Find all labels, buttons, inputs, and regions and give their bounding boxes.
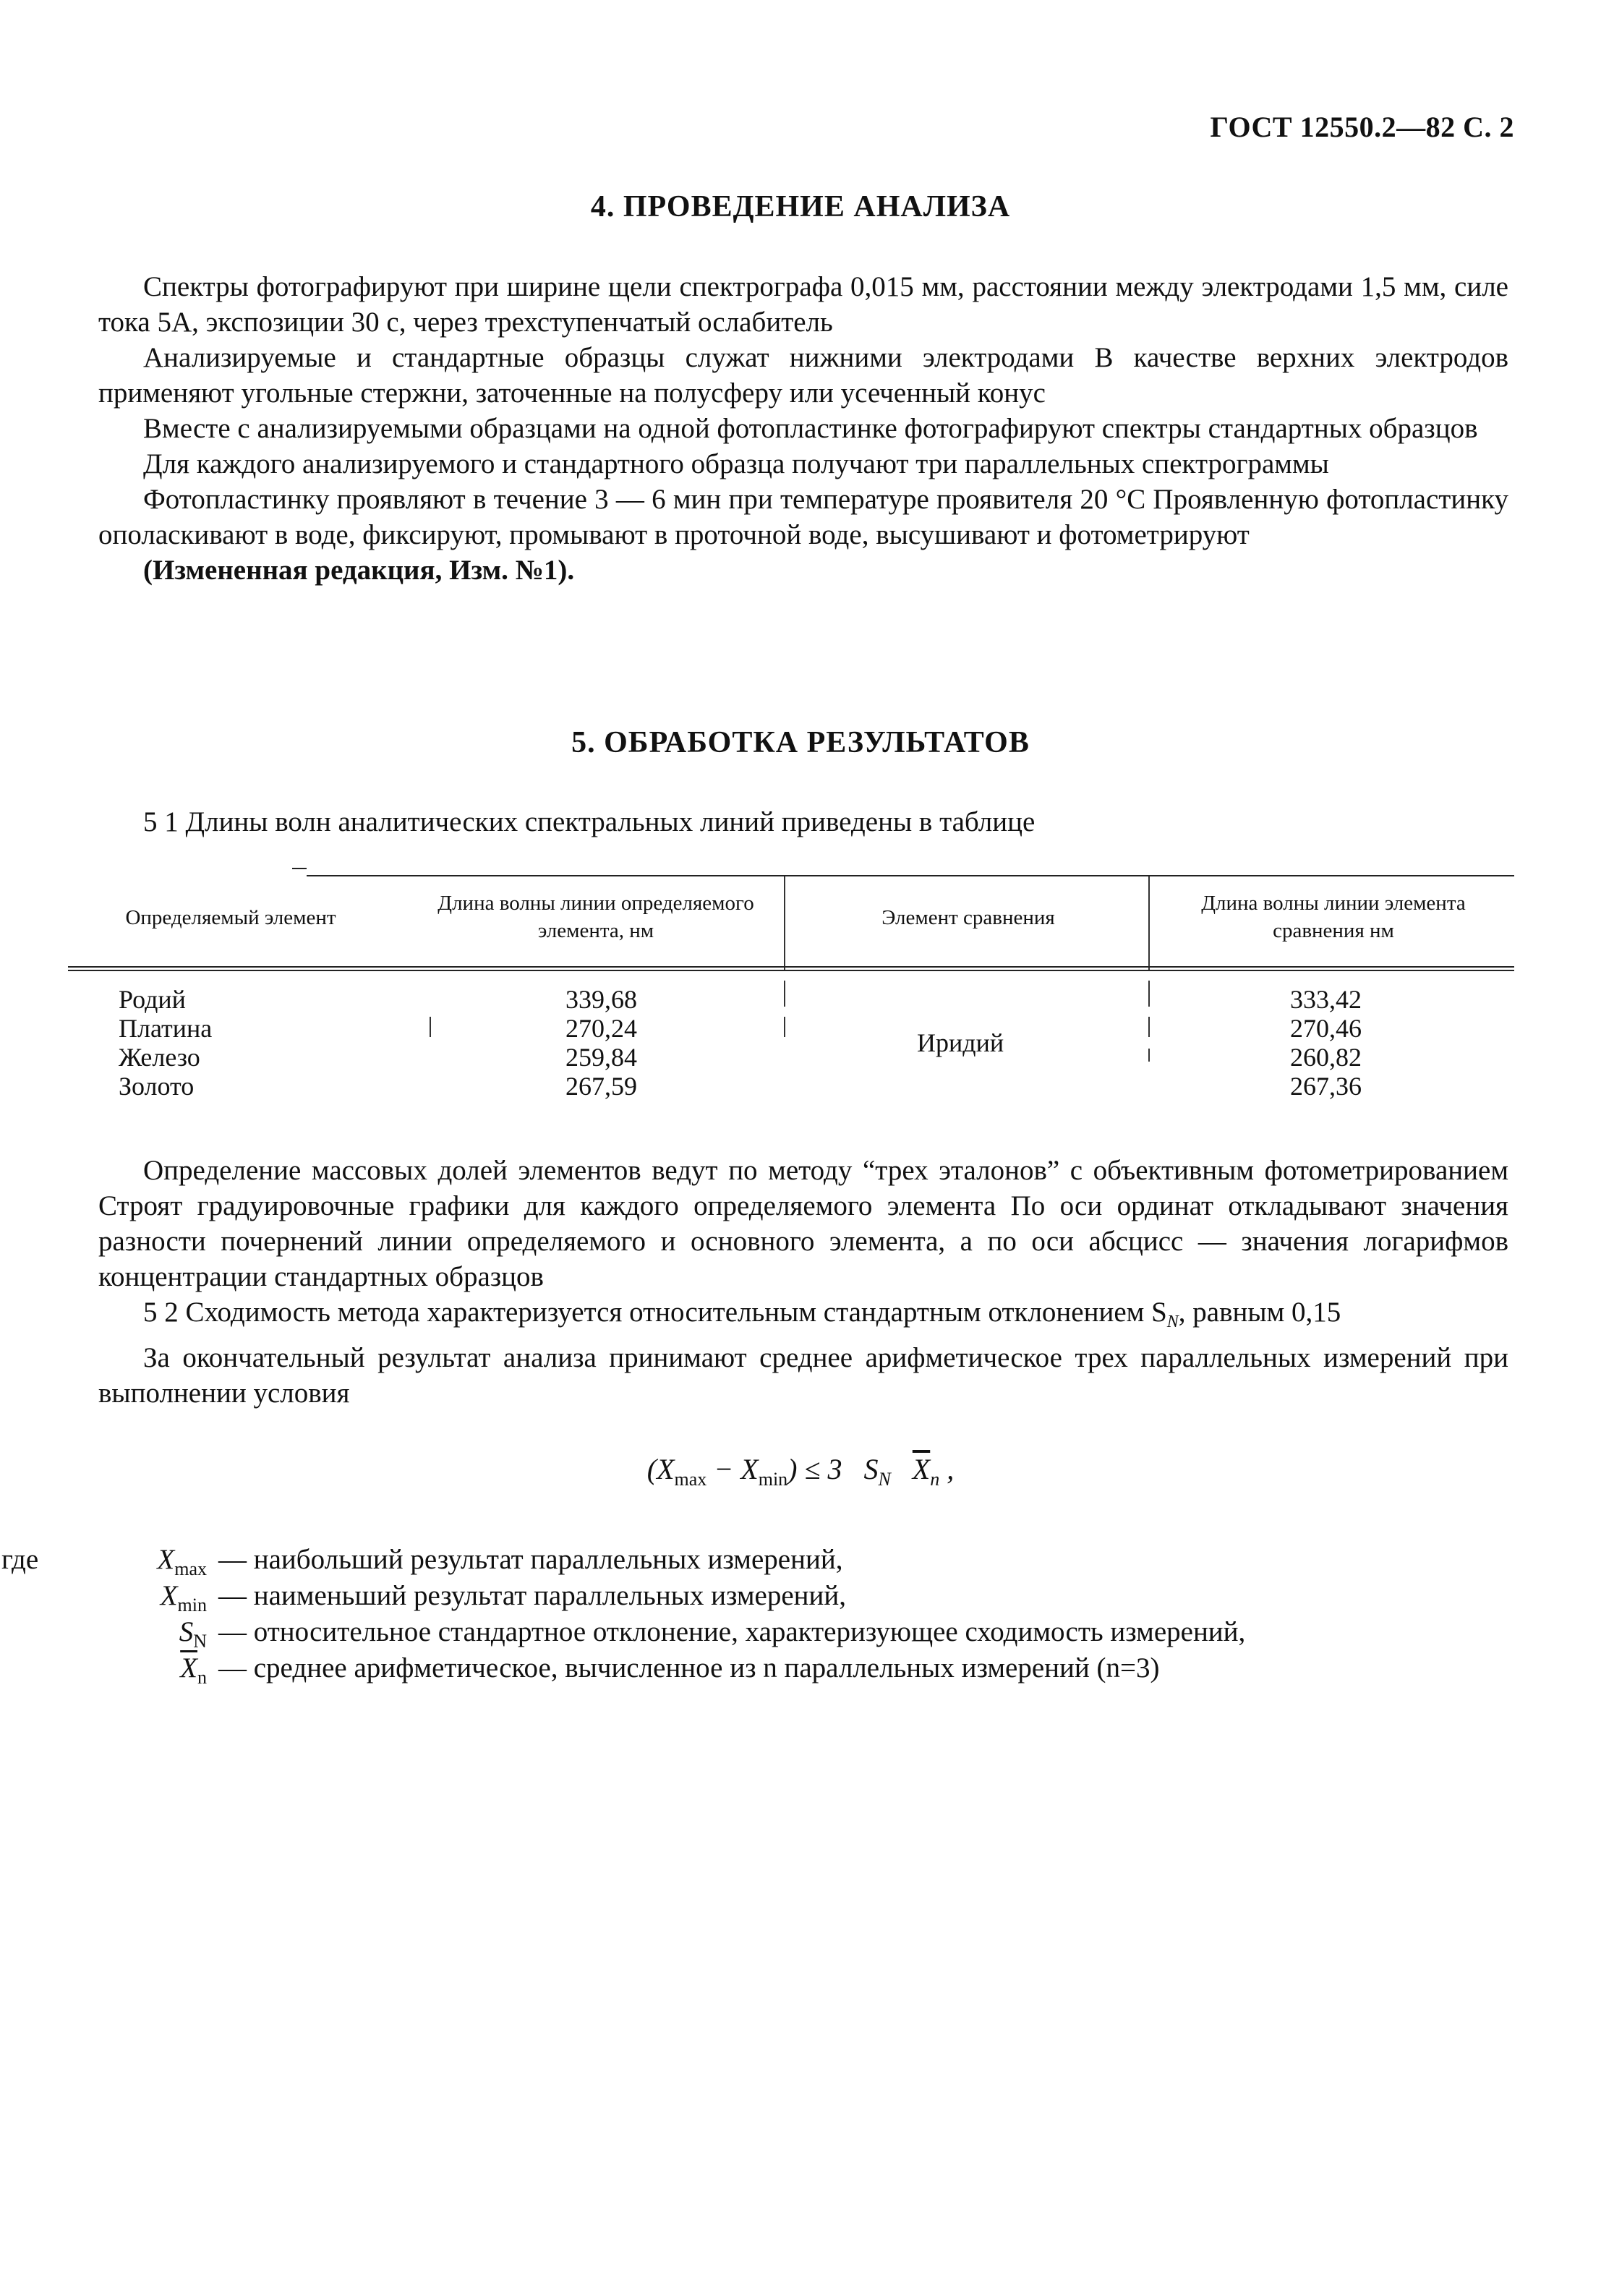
paragraph: Фотопластинку проявляют в течение 3 — 6 мин при температуре проявителя 20 °С Проявленную фотопластинку ополаскивают в воде, фиксируют, промывают в проточной воде, высушивают и фотометрируют: [98, 484, 1508, 550]
col-header-element: Определяемый элемент: [125, 906, 336, 929]
section-5-body: [98, 1153, 1508, 1411]
table-cell-wavelength: 259,84: [565, 1043, 637, 1072]
paragraph: За окончательный результат анализа принимают среднее арифметическое трех параллельных измерений при выполнении условия: [98, 1342, 1508, 1409]
definition-row: $\overline{X}_n$ — среднее арифметическое, вычисленное из n параллельных измерений (n=3): [180, 1652, 1160, 1688]
table-cell-ref-wavelength: 333,42: [1290, 985, 1362, 1014]
section-5-title: 5. ОБРАБОТКА РЕЗУЛЬТАТОВ: [571, 726, 1030, 759]
table-cell-element: Платина: [119, 1014, 213, 1043]
table-cell-wavelength: 339,68: [565, 985, 637, 1014]
header-rule: [68, 966, 1514, 968]
table-cell-wavelength: 267,59: [565, 1072, 637, 1101]
paragraph: Определение массовых долей элементов ведут по методу “трех эталонов” с объективным фотометрированием Строят градуировочные графики для каждого определяемого элемента По оси ординат откладывают значения разности почернений линии определяемого и основного элемента, а по оси абсцисс — значения логарифмов концентрации стандартных образцов: [98, 1155, 1508, 1292]
table-top-rule: [307, 875, 1514, 876]
convergence-formula: $(X_{max} - X_{min}) \le 3$ $S_N$ $\overline{X}_n$ ,: [646, 1453, 955, 1490]
definition-row: где $X_{max}$ — наибольший результат параллельных измерений,: [1, 1544, 843, 1579]
col-header-reference: Элемент сравнения: [881, 906, 1055, 929]
col-header-ref-wavelength: Длина волны линии элемента сравнения нм: [1201, 892, 1466, 942]
table-cell-ref-wavelength: 270,46: [1290, 1014, 1362, 1043]
paragraph: 5 2 Сходимость метода характеризуется относительным стандартным отклонением $S_N$, равным 0,15: [143, 1297, 1341, 1332]
table-cell-element: Железо: [119, 1043, 200, 1072]
section-4-title: 4. ПРОВЕДЕНИЕ АНАЛИЗА: [590, 190, 1011, 223]
paragraph: Анализируемые и стандартные образцы служат нижними электродами В качестве верхних электродов применяют угольные стержни, заточенные на полусферу или усеченный конус: [98, 342, 1508, 409]
definition-row: $S_N$ — относительное стандартное отклонение, характеризующее сходимость измерений,: [179, 1616, 1246, 1652]
col-header-wavelength: Длина волны линии определяемого элемента, нм: [437, 892, 754, 942]
amendment-note: (Измененная редакция, Изм. №1).: [143, 555, 575, 586]
symbol-definitions: [1, 1542, 1246, 1688]
page-header: ГОСТ 12550.2—82 С. 2: [1210, 111, 1514, 143]
paragraph: Для каждого анализируемого и стандартного образца получают три параллельных спектрограммы: [143, 448, 1329, 479]
table-cell-ref-wavelength: 267,36: [1290, 1072, 1362, 1101]
section-4-body: [98, 269, 1508, 588]
paragraph: Спектры фотографируют при ширине щели спектрографа 0,015 мм, расстоянии между электродами 1,5 мм, силе тока 5А, экспозиции 30 с, через трехступенчатый ослабитель: [98, 271, 1508, 338]
table-cell-reference-element: Иридий: [917, 1028, 1004, 1057]
table-cell-wavelength: 270,24: [565, 1014, 637, 1043]
table-cell-ref-wavelength: 260,82: [1290, 1043, 1362, 1072]
table-cell-element: Золото: [119, 1072, 195, 1101]
paragraph: Вместе с анализируемыми образцами на одной фотопластинке фотографируют спектры стандартных образцов: [143, 413, 1478, 444]
definition-row: $X_{min}$ — наименьший результат параллельных измерений,: [160, 1580, 847, 1616]
wavelength-table: [68, 868, 1514, 1128]
table-intro: 5 1 Длины волн аналитических спектральных линий приведены в таблице: [143, 806, 1036, 837]
table-cell-element: Родий: [119, 985, 186, 1014]
